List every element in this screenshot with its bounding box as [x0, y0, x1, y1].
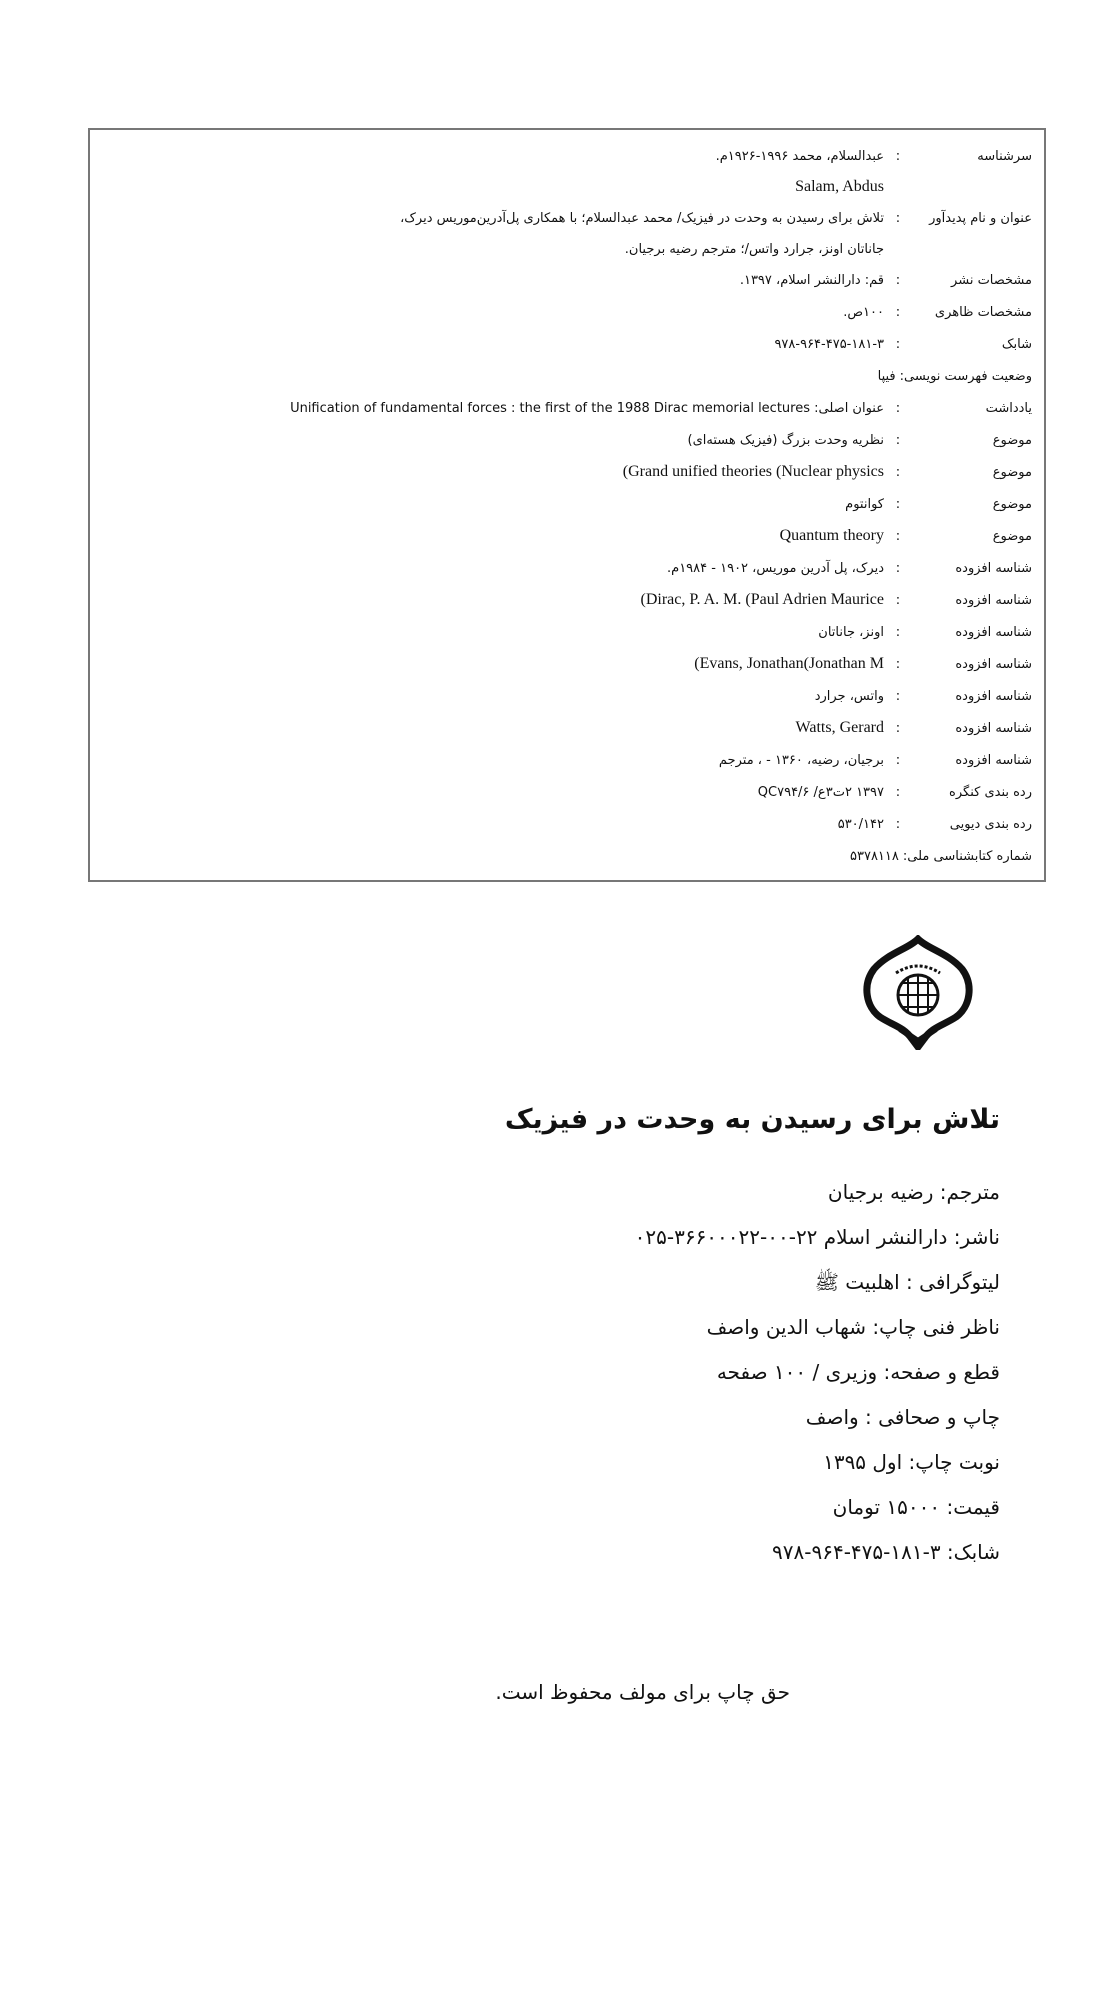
lithography-line: لیتوگرافی : اهلبیت ﷺ [814, 1270, 1000, 1294]
colon-separator: : [895, 464, 901, 480]
translator-line: مترجم: رضیه برجیان [827, 1180, 1000, 1204]
catalog-value: (Dirac, P. A. M. (Paul Adrien Maurice [640, 591, 884, 608]
catalog-label: شناسه افزوده [955, 560, 1032, 576]
catalog-value: Quantum theory [779, 527, 884, 544]
catalog-label: موضوع [992, 528, 1032, 544]
catalog-label: شماره کتابشناسی ملی: [902, 848, 1032, 864]
catalog-row [97, 520, 1032, 552]
colon-separator: : [895, 210, 901, 226]
edition-line: نوبت چاپ: اول ۱۳۹۵ [823, 1450, 1000, 1474]
publisher-line: ناشر: دارالنشر اسلام ۲۲-۰۰-۳۶۶۰۰۰۲۲-۰۲۵ [634, 1225, 1000, 1249]
catalog-value: عنوان اصلی: Unification of fundamental forces : the first of the 1988 Dirac memorial lectures [290, 400, 884, 416]
catalog-row [97, 456, 1032, 488]
catalog-label: شناسه افزوده [955, 720, 1032, 736]
printing-binding-line: چاپ و صحافی : واصف [805, 1405, 1000, 1429]
catalog-row [97, 616, 1032, 648]
publisher-logo-icon [858, 935, 978, 1050]
catalog-row [97, 488, 1032, 520]
colon-separator: : [895, 560, 901, 576]
catalog-label: شناسه افزوده [955, 752, 1032, 768]
copyright-notice: حق چاپ برای مولف محفوظ است. [495, 1680, 790, 1704]
catalog-row [97, 140, 1032, 172]
catalog-value: برجیان، رضیه، ۱۳۶۰ - ، مترجم [718, 752, 884, 768]
catalog-row [97, 840, 1032, 872]
print-supervisor-line: ناظر فنی چاپ: شهاب الدین واصف [706, 1315, 1000, 1339]
catalog-value: (Grand unified theories (Nuclear physics [622, 463, 884, 480]
catalog-label: موضوع [992, 496, 1032, 512]
catalog-value: قم: دارالنشر اسلام، ۱۳۹۷. [739, 272, 884, 288]
colon-separator: : [895, 272, 901, 288]
catalog-value: دیرک، پل آدرین موریس، ۱۹۰۲ - ۱۹۸۴م. [667, 560, 884, 576]
catalog-row [97, 680, 1032, 712]
cataloging-box [88, 128, 1046, 882]
catalog-label: وضعیت فهرست نویسی: [899, 368, 1032, 384]
catalog-label: موضوع [992, 432, 1032, 448]
catalog-value: عبدالسلام، محمد ۱۹۹۶-۱۹۲۶م. [715, 148, 884, 164]
isbn-line: شابک: ۳-۱۸۱-۴۷۵-۹۶۴-۹۷۸ [772, 1540, 1000, 1564]
colon-separator: : [895, 432, 901, 448]
catalog-label: مشخصات ظاهری [934, 304, 1032, 320]
price-line: قیمت: ۱۵۰۰۰ تومان [832, 1495, 1000, 1519]
catalog-row [97, 648, 1032, 680]
catalog-row [97, 584, 1032, 616]
colon-separator: : [895, 720, 901, 736]
catalog-row [97, 202, 1032, 234]
catalog-value: جاناتان اونز، جرارد واتس/؛ مترجم رضیه برجیان. [624, 241, 884, 257]
catalog-row [97, 328, 1032, 360]
catalog-value: ۱۳۹۷ ۲ت۳ع/ QC۷۹۴/۶ [757, 784, 884, 800]
colon-separator: : [895, 624, 901, 640]
catalog-value: ۵۳۷۸۱۱۸ [850, 848, 899, 864]
catalog-label: موضوع [992, 464, 1032, 480]
catalog-row [97, 392, 1032, 424]
catalog-value: ۱۰۰ص. [843, 304, 884, 320]
colon-separator: : [895, 148, 901, 164]
catalog-label: شابک [1001, 336, 1032, 352]
catalog-row [97, 234, 1032, 264]
catalog-value: واتس، جرارد [814, 688, 884, 704]
catalog-value: ۵۳۰/۱۴۲ [837, 816, 884, 832]
catalog-label: شناسه افزوده [955, 688, 1032, 704]
catalog-value: کوانتوم [845, 496, 884, 512]
catalog-row [97, 712, 1032, 744]
cataloging-data [97, 140, 1032, 872]
colon-separator: : [895, 400, 901, 416]
colon-separator: : [895, 496, 901, 512]
colon-separator: : [895, 528, 901, 544]
colon-separator: : [895, 688, 901, 704]
colon-separator: : [895, 592, 901, 608]
colon-separator: : [895, 656, 901, 672]
catalog-label: شناسه افزوده [955, 592, 1032, 608]
colon-separator: : [895, 336, 901, 352]
colon-separator: : [895, 304, 901, 320]
catalog-row [97, 776, 1032, 808]
format-pages-line: قطع و صفحه: وزیری / ۱۰۰ صفحه [716, 1360, 1000, 1384]
catalog-label: رده بندی دیویی [949, 816, 1032, 832]
catalog-row [97, 744, 1032, 776]
catalog-label: یادداشت [985, 400, 1032, 416]
book-title: تلاش برای رسیدن به وحدت در فیزیک [504, 1104, 1000, 1135]
catalog-label: شناسه افزوده [955, 656, 1032, 672]
catalog-row [97, 296, 1032, 328]
catalog-row [97, 172, 1032, 202]
catalog-label: مشخصات نشر [951, 272, 1032, 288]
catalog-value: اونز، جاناتان [818, 624, 884, 640]
catalog-row [97, 424, 1032, 456]
catalog-value: نظریه وحدت بزرگ (فیزیک هسته‌ای) [687, 432, 884, 448]
catalog-label: سرشناسه [977, 148, 1032, 164]
catalog-value: ۹۷۸-۹۶۴-۴۷۵-۱۸۱-۳ [774, 336, 884, 352]
catalog-row [97, 552, 1032, 584]
catalog-row [97, 360, 1032, 392]
catalog-label: رده بندی کنگره [949, 784, 1032, 800]
colon-separator: : [895, 752, 901, 768]
catalog-label: عنوان و نام پدیدآور [929, 210, 1032, 226]
catalog-label: شناسه افزوده [955, 624, 1032, 640]
colon-separator: : [895, 784, 901, 800]
catalog-value: فیپا [877, 368, 896, 384]
catalog-row [97, 264, 1032, 296]
book-info [505, 1100, 1000, 1575]
catalog-value: Salam, Abdus [795, 178, 884, 195]
catalog-value: تلاش برای رسیدن به وحدت در فیزیک/ محمد عبدالسلام؛ با همکاری پل‌آدرین‌موریس دیرک، [400, 210, 884, 226]
colon-separator: : [895, 816, 901, 832]
catalog-row [97, 808, 1032, 840]
catalog-value: (Evans, Jonathan(Jonathan M [694, 655, 884, 672]
catalog-value: Watts, Gerard [795, 719, 884, 736]
